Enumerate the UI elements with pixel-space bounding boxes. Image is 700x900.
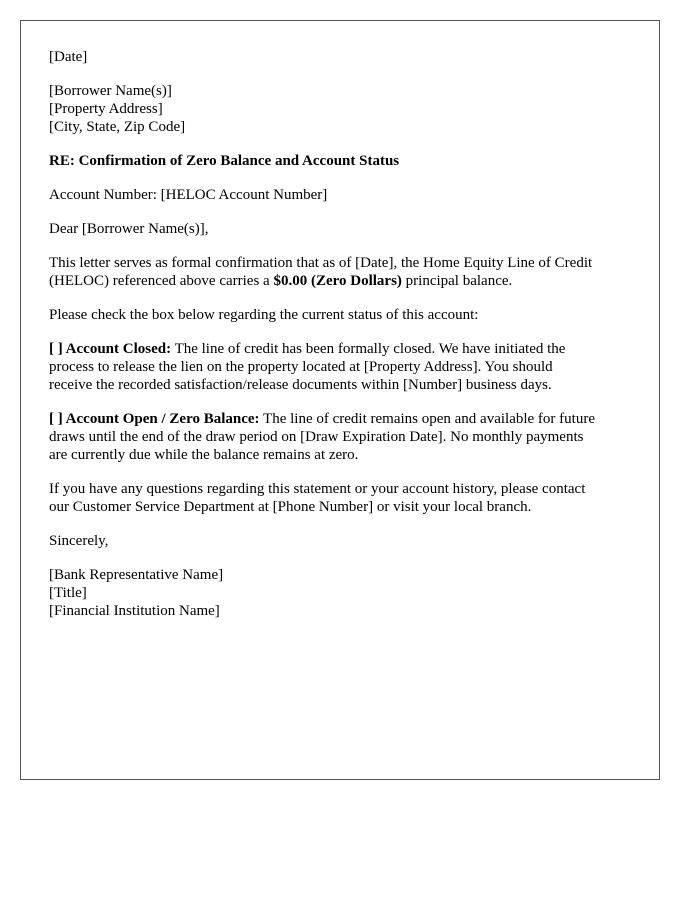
account-number-line [49, 186, 631, 204]
option-open-line3: are currently due while the balance remains at zero. [49, 447, 359, 463]
option-closed-line2: process to release the lien on the property located at [Property Address]. You should [49, 359, 553, 375]
paragraph1-line1: This letter serves as formal confirmation that as of [Date], the Home Equity Line of Credit [49, 255, 593, 271]
salutation [49, 220, 631, 238]
contact-line2: our Customer Service Department at [Phone Number] or visit your local branch. [49, 499, 532, 515]
option-closed-checkbox[interactable]: [ ] [49, 341, 66, 357]
option-closed-label: Account Closed: [65, 341, 172, 357]
option-open-label: Account Open / Zero Balance: [65, 411, 260, 427]
paragraph1-line2-end: principal balance. [401, 273, 513, 289]
subject-line [49, 152, 631, 170]
option-account-closed [49, 340, 631, 394]
signature-name: [Bank Representative Name] [49, 567, 224, 583]
option-closed-line3: receive the recorded satisfaction/release documents within [Number] business days. [49, 377, 552, 393]
signature-title: [Title] [49, 585, 87, 601]
option-account-open [49, 410, 631, 464]
option-open-line1-rest: The line of credit remains open and available for future [259, 411, 595, 427]
instruction-text: Please check the box below regarding the current status of this account: [49, 307, 479, 323]
contact-line1: If you have any questions regarding this statement or your account history, please contact [49, 481, 586, 497]
letter-date [49, 48, 631, 66]
option-open-checkbox[interactable]: [ ] [49, 411, 66, 427]
recipient-property-address: [Property Address] [49, 101, 163, 117]
contact-paragraph [49, 480, 631, 516]
subject-text: RE: Confirmation of Zero Balance and Account Status [49, 153, 400, 169]
recipient-city-state-zip: [City, State, Zip Code] [49, 119, 186, 135]
confirmation-paragraph [49, 254, 631, 290]
option-closed-line1 [49, 340, 631, 358]
option-open-line2: draws until the end of the draw period on [Draw Expiration Date]. No monthly payments [49, 429, 584, 445]
salutation-text: Dear [Borrower Name(s)], [49, 221, 209, 237]
signature-block [49, 566, 631, 620]
paragraph1-line2 [49, 272, 631, 290]
letter-page [20, 20, 660, 780]
instruction-paragraph [49, 306, 631, 324]
account-number-text: Account Number: [HELOC Account Number] [49, 187, 328, 203]
zero-balance-amount: $0.00 (Zero Dollars) [273, 273, 402, 289]
date-text: [Date] [49, 49, 88, 65]
option-closed-line1-rest: The line of credit has been formally closed. We have initiated the [171, 341, 566, 357]
closing [49, 532, 631, 550]
closing-text: Sincerely, [49, 533, 109, 549]
option-open-line1 [49, 410, 631, 428]
paragraph1-line2-start: (HELOC) referenced above carries a [49, 273, 274, 289]
signature-institution: [Financial Institution Name] [49, 603, 220, 619]
recipient-name: [Borrower Name(s)] [49, 83, 172, 99]
recipient-address [49, 82, 631, 136]
